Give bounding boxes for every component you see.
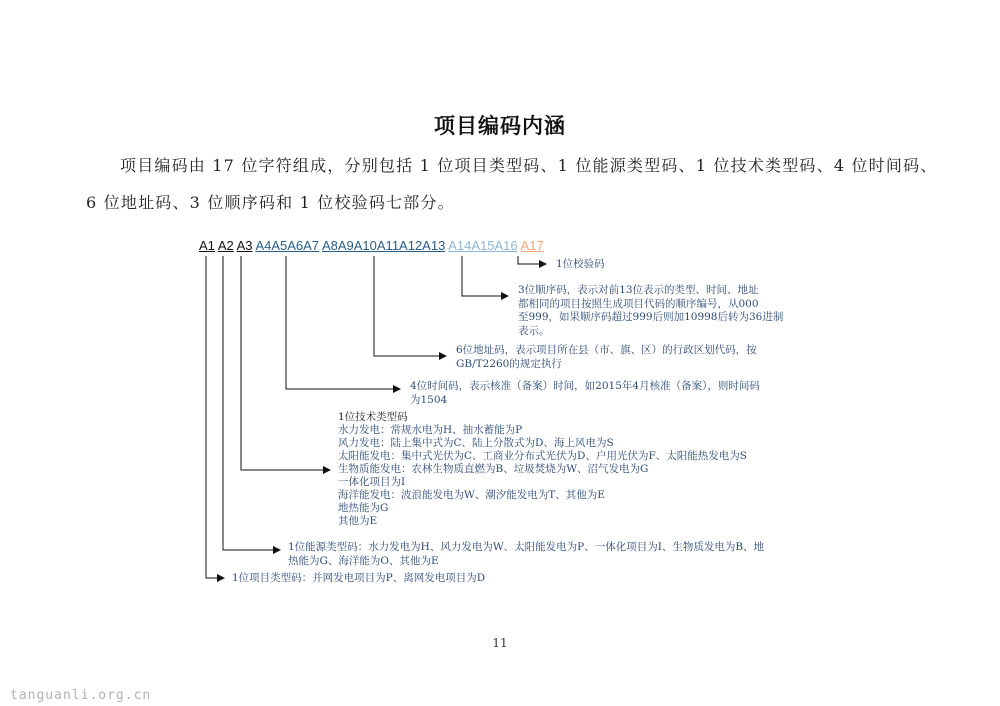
desc-address-line: 6位地址码，表示项目所在县（市、旗、区）的行政区划代码，按 <box>456 344 757 356</box>
desc-tech-line: 生物质能发电：农林生物质直燃为B、垃圾焚烧为W、沼气发电为G <box>338 463 649 475</box>
code-a3: A3 <box>236 238 253 253</box>
desc-project: 1位项目类型码：并网发电项目为P、离网发电项目为D <box>232 572 486 584</box>
intro-paragraph-line-1: 项目编码由 17 位字符组成，分别包括 1 位项目类型码、1 位能源类型码、1 位技术类型码、4 位时间码、 <box>120 156 938 175</box>
connector-time <box>286 256 400 389</box>
desc-tech <box>338 411 747 528</box>
connector-project <box>206 256 224 578</box>
connector-check <box>518 256 546 264</box>
desc-tech-heading: 1位技术类型码 <box>338 411 408 423</box>
desc-sequence-line: 至999，如果顺序码超过999后则加10998后转为36进制 <box>518 311 784 323</box>
desc-energy-line: 热能为G、海洋能为O、其他为E <box>288 554 439 567</box>
desc-address-line: GB/T2260的规定执行 <box>456 357 562 370</box>
connector-sequence <box>462 256 508 296</box>
desc-tech-line: 地热能为G <box>338 502 389 514</box>
code-check: A17 <box>520 238 544 253</box>
code-a2: A2 <box>217 238 234 253</box>
connector-address <box>374 256 446 356</box>
code-sequence: A14A15A16 <box>448 238 518 253</box>
desc-sequence-line: 都相同的项目按照生成项目代码的顺序编号，从000 <box>518 297 759 310</box>
desc-tech-line: 海洋能发电：波浪能发电为W、潮汐能发电为T、其他为E <box>338 489 605 501</box>
desc-time <box>410 380 760 407</box>
watermark: tanguanli.org.cn <box>10 688 152 703</box>
desc-sequence-line: 表示。 <box>518 324 550 337</box>
page-number: 11 <box>492 636 508 650</box>
desc-tech-line: 其他为E <box>338 515 378 527</box>
page-title: 项目编码内涵 <box>434 114 566 138</box>
code-address: A8A9A10A11A12A13 <box>321 238 446 253</box>
desc-sequence-line: 3位顺序码，表示对前13位表示的类型、时间、地址 <box>518 284 759 296</box>
desc-address <box>456 344 757 371</box>
desc-time-line: 4位时间码，表示核准（备案）时间，如2015年4月核准（备案），则时间码 <box>410 380 760 392</box>
desc-energy-line: 1位能源类型码：水力发电为H、风力发电为W、太阳能发电为P、一体化项目为I、生物质发电为B、地 <box>288 541 765 553</box>
desc-tech-line: 一体化项目为I <box>338 476 406 488</box>
desc-time-line: 为1504 <box>410 393 448 406</box>
desc-tech-line: 太阳能发电：集中式光伏为C、工商业分布式光伏为D、户用光伏为F、太阳能热发电为S <box>338 450 747 462</box>
intro-paragraph-line-2: 6 位地址码、3 位顺序码和 1 位校验码七部分。 <box>86 193 455 212</box>
code-a1: A1 <box>199 238 215 253</box>
connector-energy <box>223 256 280 550</box>
desc-tech-line: 水力发电：常规水电为H、抽水蓄能为P <box>338 424 523 436</box>
code-time: A4A5A6A7 <box>255 238 320 253</box>
desc-tech-line: 风力发电：陆上集中式为C、陆上分散式为D、海上风电为S <box>338 437 614 449</box>
desc-check: 1位校验码 <box>556 258 605 270</box>
desc-sequence <box>518 284 783 338</box>
desc-energy <box>288 541 764 568</box>
